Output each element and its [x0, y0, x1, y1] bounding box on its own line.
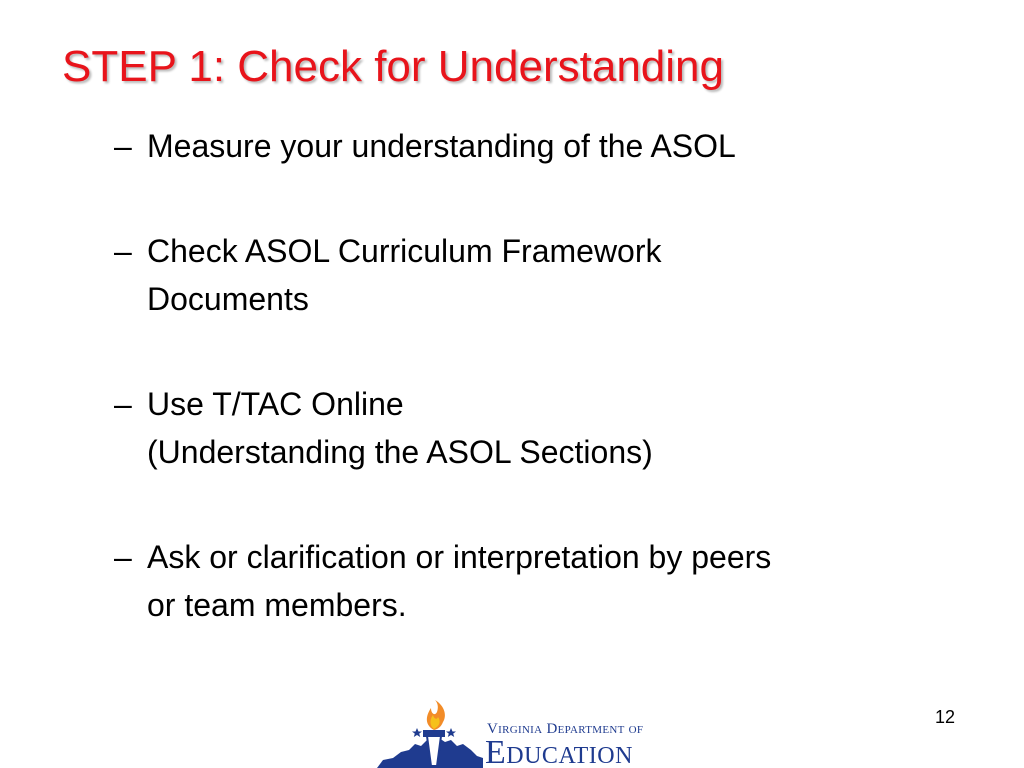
bullet-dash: –	[114, 539, 132, 575]
bullet-dash: –	[114, 386, 132, 422]
bullet-dash: –	[114, 128, 132, 164]
page-number: 12	[935, 707, 956, 727]
bullet-dash: –	[114, 233, 132, 269]
bullet-list	[114, 122, 974, 686]
bullet-text: Measure your understanding of the ASOL	[147, 128, 736, 164]
bullet-text-continued: or team members.	[147, 587, 407, 623]
slide-title: STEP 1: Check for Understanding	[62, 42, 724, 91]
bullet-text: Use T/TAC Online	[147, 386, 404, 422]
bullet-text-continued: (Understanding the ASOL Sections)	[147, 434, 653, 470]
bullet-item	[114, 122, 974, 170]
bullet-item	[114, 227, 974, 323]
virginia-torch-icon	[375, 700, 485, 768]
logo-top-text: Virginia Department of	[487, 721, 644, 737]
bullet-text: Check ASOL Curriculum Framework	[147, 233, 662, 269]
vdoe-logo	[375, 700, 675, 768]
bullet-text: Ask or clarification or interpretation by peers	[147, 539, 772, 575]
logo-main-text: Education	[485, 734, 633, 768]
bullet-item	[114, 533, 974, 629]
bullet-item	[114, 380, 974, 476]
bullet-text-continued: Documents	[147, 281, 309, 317]
